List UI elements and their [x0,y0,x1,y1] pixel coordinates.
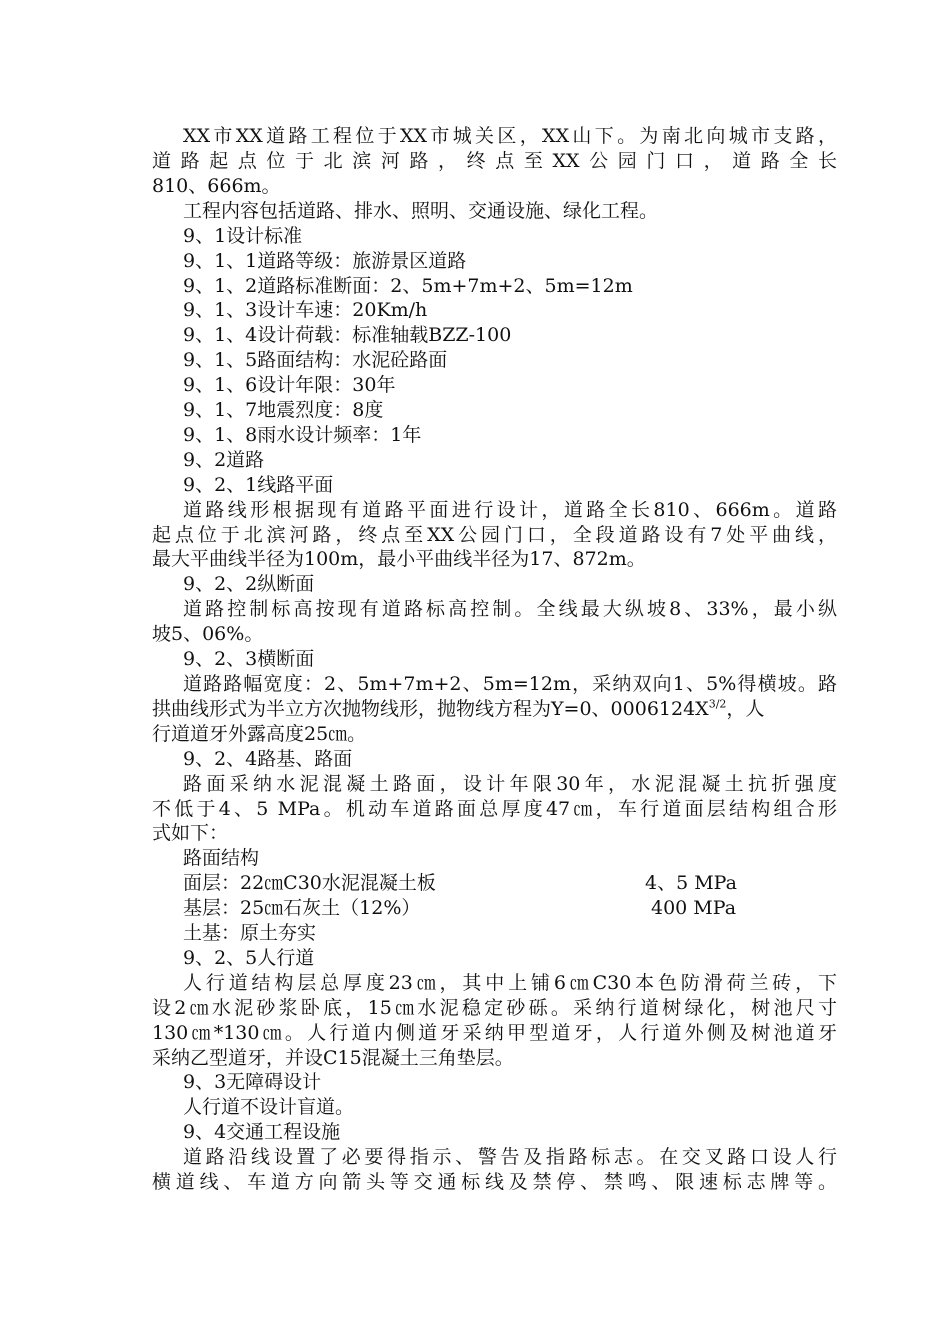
scope-paragraph: 工程内容包括道路、排水、照明、交通设施、绿化工程。 [183,200,659,222]
layer-surface-strength: 4、5 MPa [645,872,737,894]
layer-surface: 面层：22㎝C30水泥混凝土板 [183,872,436,894]
cross-line-3: 行道道牙外露高度25㎝。 [152,723,367,745]
cross-line-2-equation: 拱曲线形式为半立方次抛物线形，抛物线方程为Y=0、0006124X [152,698,709,720]
pavement-line-2: 不低于4、5 MPa。机动车道路面总厚度47㎝，车行道面层结构组合形 [152,798,837,820]
item-9-1-5: 9、1、5路面结构：水泥砼路面 [183,349,448,371]
intro-line-2: 道路起点位于北滨河路，终点至XX公园门口，道路全长 [152,150,837,172]
walkway-line-1: 人行道结构层总厚度23㎝，其中上铺6㎝C30本色防滑荷兰砖，下 [183,972,837,994]
pavement-structure-title: 路面结构 [183,847,260,869]
item-9-1-4: 9、1、4设计荷载：标准轴载BZZ-100 [183,324,512,346]
layer-subgrade: 土基：原土夯实 [183,922,317,944]
heading-9-2-2: 9、2、2纵断面 [183,573,315,595]
profile-line-2: 坡5、06%。 [152,623,264,645]
cross-line-2 [152,697,837,722]
profile-line-1: 道路控制标高按现有道路标高控制。全线最大纵坡8、33%，最小纵 [183,598,837,620]
pavement-line-3: 式如下： [152,822,229,844]
intro-line-3: 810、666m。 [152,175,281,197]
item-9-1-2: 9、1、2道路标准断面：2、5m+7m+2、5m=12m [183,275,633,297]
item-9-1-6: 9、1、6设计年限：30年 [183,374,396,396]
heading-9-1: 9、1设计标准 [183,225,303,247]
exponent-superscript: 3/2 [708,697,727,711]
item-9-1-1: 9、1、1道路等级：旅游景区道路 [183,250,467,272]
cross-line-2-tail: ，人 [726,698,765,720]
item-9-1-8: 9、1、8雨水设计频率：1年 [183,424,422,446]
item-9-1-7: 9、1、7地震烈度：8度 [183,399,384,421]
accessibility-paragraph: 人行道不设计盲道。 [183,1096,355,1118]
walkway-line-4: 采纳乙型道牙，并设C15混凝土三角垫层。 [152,1047,514,1069]
cross-line-1: 道路路幅宽度：2、5m+7m+2、5m=12m，采纳双向1、5%得横坡。路 [183,673,837,695]
plan-line-3: 最大平曲线半径为100m，最小平曲线半径为17、872m。 [152,548,646,570]
heading-9-3: 9、3无障碍设计 [183,1071,322,1093]
heading-9-2-1: 9、2、1线路平面 [183,474,334,496]
pavement-line-1: 路面采纳水泥混凝土路面，设计年限30年，水泥混凝土抗折强度 [183,773,837,795]
heading-9-4: 9、4交通工程设施 [183,1121,341,1143]
heading-9-2: 9、2道路 [183,449,265,471]
heading-9-2-3: 9、2、3横断面 [183,648,315,670]
plan-line-2: 起点位于北滨河路，终点至XX公园门口，全段道路设有7处平曲线， [152,524,837,546]
layer-base-strength: 400 MPa [651,897,737,919]
item-9-1-3: 9、1、3设计车速：20Km/h [183,299,428,321]
walkway-line-3: 130㎝*130㎝。人行道内侧道牙采纳甲型道牙，人行道外侧及树池道牙 [152,1022,837,1044]
walkway-line-2: 设2㎝水泥砂浆卧底，15㎝水泥稳定砂砾。采纳行道树绿化，树池尺寸 [152,997,837,1019]
heading-9-2-5: 9、2、5人行道 [183,947,315,969]
traffic-line-2: 横道线、车道方向箭头等交通标线及禁停、禁鸣、限速标志牌等。 [152,1171,837,1193]
heading-9-2-4: 9、2、4路基、路面 [183,748,353,770]
plan-line-1: 道路线形根据现有道路平面进行设计，道路全长810、666m。道路 [183,499,837,521]
traffic-line-1: 道路沿线设置了必要得指示、警告及指路标志。在交叉路口设人行 [183,1146,837,1168]
layer-base: 基层：25㎝石灰土（12%） [183,897,421,919]
intro-line-1: XX市XX道路工程位于XX市城关区，XX山下。为南北向城市支路， [183,125,837,147]
